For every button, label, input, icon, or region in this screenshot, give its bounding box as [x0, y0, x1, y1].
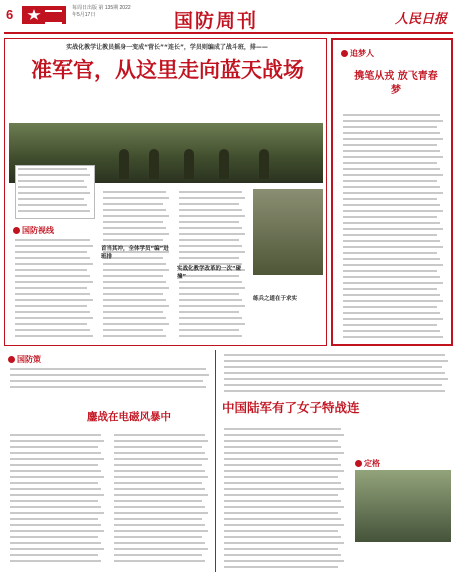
text-line: [10, 452, 101, 454]
text-line: [10, 494, 104, 496]
sidebar-body: [341, 112, 447, 342]
text-line: [343, 162, 437, 164]
text-line: [103, 293, 163, 295]
text-line: [343, 330, 440, 332]
text-line: [179, 245, 242, 247]
text-line: [343, 198, 437, 200]
text-line: [343, 324, 437, 326]
text-line: [343, 306, 437, 308]
text-line: [224, 470, 344, 472]
text-line: [343, 192, 443, 194]
text-line: [179, 293, 239, 295]
text-line: [10, 464, 98, 466]
text-line: [15, 335, 93, 337]
text-line: [18, 180, 84, 182]
text-line: [343, 300, 443, 302]
text-line: [343, 114, 440, 116]
text-line: [179, 221, 239, 223]
text-line: [343, 288, 437, 290]
text-line: [15, 323, 87, 325]
text-line: [224, 488, 344, 490]
text-line: [343, 132, 440, 134]
text-line: [114, 542, 205, 544]
soldier-figure: [149, 149, 159, 179]
text-line: [103, 197, 169, 199]
text-line: [179, 335, 242, 337]
text-line: [224, 464, 341, 466]
newspaper-logo-icon: [22, 6, 66, 24]
text-line: [343, 252, 437, 254]
text-line: [103, 215, 169, 217]
text-line: [343, 312, 440, 314]
text-line: [10, 500, 98, 502]
text-line: [343, 318, 443, 320]
text-line: [10, 368, 206, 370]
text-line: [114, 518, 202, 520]
text-line: [224, 482, 341, 484]
text-line: [114, 512, 208, 514]
text-line: [343, 222, 440, 224]
page-header: [4, 4, 453, 34]
text-line: [10, 488, 101, 490]
text-line: [10, 536, 98, 538]
text-line: [10, 506, 101, 508]
text-line: [343, 258, 440, 260]
bottom-left-intro: [8, 366, 213, 394]
text-line: [114, 452, 205, 454]
text-line: [103, 311, 163, 313]
text-line: [18, 174, 90, 176]
text-line: [224, 378, 448, 380]
text-line: [179, 323, 245, 325]
text-line: [224, 440, 338, 442]
text-line: [114, 476, 208, 478]
text-line: [224, 524, 344, 526]
text-line: [179, 329, 239, 331]
text-line: [103, 323, 169, 325]
text-line: [343, 174, 443, 176]
text-line: [10, 548, 104, 550]
text-line: [103, 221, 163, 223]
text-line: [179, 281, 242, 283]
text-line: [10, 524, 101, 526]
text-line: [224, 512, 338, 514]
text-line: [224, 452, 344, 454]
text-line: [10, 386, 206, 388]
text-line: [103, 275, 163, 277]
text-line: [114, 440, 208, 442]
text-line: [343, 246, 443, 248]
text-line: [15, 239, 90, 241]
text-line: [10, 374, 209, 376]
text-line: [114, 536, 202, 538]
text-line: [114, 488, 205, 490]
text-line: [179, 257, 239, 259]
text-line: [18, 168, 87, 170]
text-line: [343, 180, 437, 182]
text-line: [224, 372, 445, 374]
text-line: [343, 264, 443, 266]
soldier-figure: [259, 149, 269, 179]
text-line: [179, 215, 245, 217]
article-column-1: [13, 237, 97, 343]
text-line: [114, 482, 202, 484]
text-line: [224, 542, 344, 544]
article-subhead-1: 首当其冲，全体学员“编”进班排: [101, 246, 169, 260]
text-line: [179, 311, 239, 313]
text-line: [343, 210, 443, 212]
text-line: [15, 287, 87, 289]
middle-body-text: [222, 426, 348, 572]
text-line: [224, 384, 442, 386]
text-line: [224, 354, 445, 356]
text-line: [224, 446, 341, 448]
text-line: [114, 494, 208, 496]
text-line: [15, 329, 90, 331]
text-line: [343, 150, 440, 152]
text-line: [224, 560, 344, 562]
text-line: [224, 366, 442, 368]
text-line: [179, 287, 245, 289]
text-line: [10, 440, 104, 442]
section-tag-snapshot: 定格: [355, 458, 380, 469]
text-line: [343, 276, 440, 278]
text-line: [18, 186, 87, 188]
text-line: [224, 548, 338, 550]
text-line: [179, 251, 245, 253]
text-line: [103, 335, 166, 337]
bottom-left-article: [4, 350, 213, 572]
bottom-left-column-2: [112, 432, 212, 568]
section-title: 国防周刊: [174, 10, 259, 32]
text-line: [103, 329, 163, 331]
text-line: [103, 191, 166, 193]
text-line: [103, 209, 166, 211]
text-line: [224, 566, 338, 568]
tag-dot-icon: [341, 50, 348, 57]
text-line: [15, 317, 93, 319]
text-line: [10, 470, 101, 472]
column-divider: [215, 350, 216, 572]
text-line: [15, 275, 90, 277]
text-line: [10, 476, 104, 478]
text-line: [343, 156, 443, 158]
article-subhead-2: 实战化教学改革的一次“碰撞”: [177, 266, 242, 280]
section-tag-defense: 国防视线: [13, 225, 54, 236]
text-line: [10, 512, 104, 514]
text-line: [103, 203, 163, 205]
text-line: [18, 204, 87, 206]
sidebar-tag: 追梦人: [341, 48, 374, 59]
masthead: 人民日报: [394, 12, 447, 27]
text-line: [114, 560, 205, 562]
text-line: [114, 554, 202, 556]
text-line: [103, 269, 169, 271]
text-line: [343, 294, 440, 296]
text-line: [15, 281, 93, 283]
text-line: [114, 500, 202, 502]
tag-dot-icon: [8, 356, 15, 363]
text-line: [224, 434, 344, 436]
text-line: [179, 227, 242, 229]
text-line: [343, 144, 437, 146]
text-line: [15, 311, 90, 313]
middle-headline: 中国陆军有了女子特战连: [222, 400, 360, 415]
tag-dot-icon: [13, 227, 20, 234]
text-line: [224, 390, 445, 392]
text-line: [114, 506, 205, 508]
article-kicker: 实战化教学让教员摇身一变成“营长”“连长”，学员则编成了战斗班，排——: [66, 44, 268, 51]
text-line: [343, 270, 437, 272]
text-line: [114, 524, 205, 526]
text-line: [15, 299, 93, 301]
text-line: [343, 282, 443, 284]
text-line: [343, 186, 440, 188]
bottom-left-column-1: [8, 432, 108, 568]
text-line: [343, 240, 440, 242]
text-line: [15, 257, 90, 259]
sidebar-column: [331, 38, 453, 346]
text-line: [103, 227, 166, 229]
text-line: [224, 458, 338, 460]
text-line: [103, 317, 166, 319]
article-column-2: [101, 189, 173, 343]
text-line: [224, 530, 338, 532]
text-line: [114, 470, 205, 472]
text-line: [179, 197, 245, 199]
text-line: [224, 428, 341, 430]
text-line: [15, 269, 87, 271]
text-line: [224, 476, 338, 478]
middle-intro-text: [222, 352, 452, 396]
text-line: [10, 458, 104, 460]
text-line: [15, 251, 87, 253]
text-line: [343, 204, 440, 206]
text-line: [15, 245, 93, 247]
text-line: [18, 192, 90, 194]
text-line: [343, 228, 443, 230]
text-line: [343, 126, 437, 128]
text-line: [18, 210, 90, 212]
text-line: [224, 536, 341, 538]
text-line: [224, 494, 338, 496]
text-line: [10, 446, 98, 448]
text-line: [224, 500, 341, 502]
text-line: [343, 234, 437, 236]
tag-dot-icon: [355, 460, 362, 467]
text-line: [114, 446, 202, 448]
article-side-photo: [253, 189, 323, 275]
text-line: [114, 548, 208, 550]
text-line: [224, 360, 448, 362]
text-line: [179, 317, 242, 319]
text-line: [103, 299, 166, 301]
text-line: [224, 506, 344, 508]
text-line: [103, 287, 169, 289]
soldier-figure: [184, 149, 194, 179]
article-headline: 准军官，从这里走向蓝天战场: [31, 58, 304, 82]
soldier-figure: [219, 149, 229, 179]
text-line: [18, 198, 84, 200]
text-line: [179, 299, 242, 301]
text-line: [343, 120, 443, 122]
text-line: [10, 380, 203, 382]
text-line: [179, 209, 242, 211]
text-line: [179, 239, 239, 241]
text-line: [15, 305, 87, 307]
text-line: [10, 554, 98, 556]
text-line: [15, 263, 93, 265]
text-line: [224, 554, 341, 556]
text-line: [179, 233, 245, 235]
lede-box: [15, 165, 95, 219]
text-line: [114, 530, 208, 532]
text-line: [114, 458, 208, 460]
text-line: [179, 305, 245, 307]
text-line: [10, 560, 101, 562]
issue-date: 每周日出版 第 135期 2022年5月17日: [72, 5, 131, 18]
section-tag-policy: 国防策: [8, 354, 41, 365]
snapshot-photo: [355, 470, 451, 542]
text-line: [179, 191, 242, 193]
text-line: [10, 434, 101, 436]
text-line: [343, 138, 443, 140]
text-line: [343, 216, 437, 218]
text-line: [103, 239, 163, 241]
article-subhead-3: 练兵之道在于求实: [253, 296, 298, 302]
text-line: [103, 305, 169, 307]
text-line: [10, 542, 101, 544]
text-line: [10, 530, 104, 532]
soldier-figure: [119, 149, 129, 179]
main-article: [4, 38, 327, 346]
text-line: [10, 518, 98, 520]
text-line: [103, 281, 166, 283]
bottom-left-headline: 鏖战在电磁风暴中: [87, 411, 171, 423]
text-line: [343, 336, 443, 338]
text-line: [114, 464, 202, 466]
page-number: 6: [6, 7, 14, 22]
text-line: [343, 168, 440, 170]
text-line: [10, 482, 98, 484]
text-line: [224, 518, 341, 520]
text-line: [15, 293, 90, 295]
text-line: [114, 434, 205, 436]
text-line: [179, 203, 239, 205]
text-line: [103, 233, 169, 235]
sidebar-title: 携笔从戎 放飞青春梦: [354, 71, 438, 96]
text-line: [103, 263, 166, 265]
